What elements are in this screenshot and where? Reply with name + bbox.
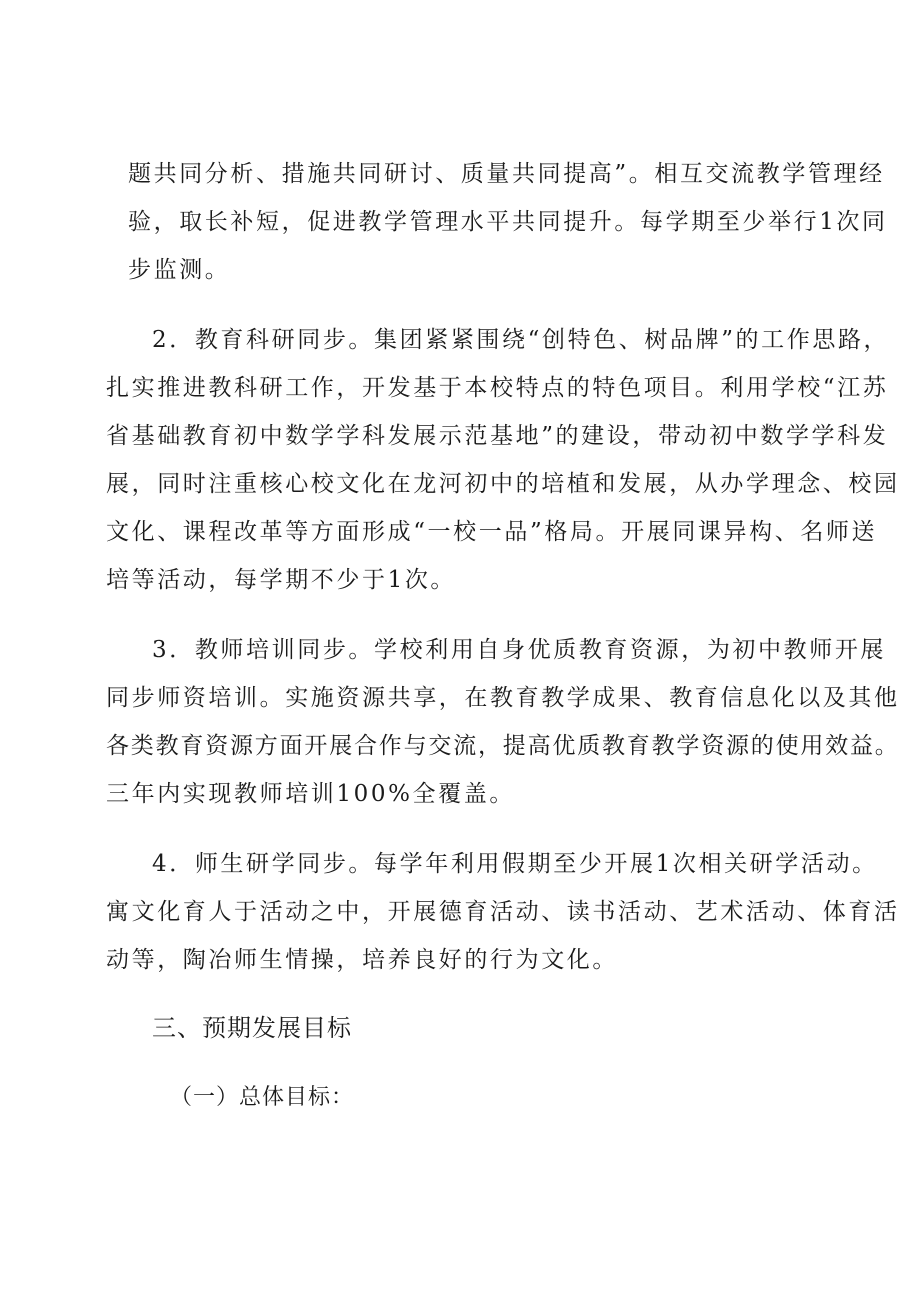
- paragraph-2-line-4: 展，同时注重核心校文化在龙河初中的培植和发展，从办学理念、校园: [106, 471, 900, 497]
- paragraph-2-line-3: 省基础教育初中数学学科发展示范基地”的建设，带动初中数学学科发: [106, 423, 889, 449]
- paragraph-2-line-1: 2．教育科研同步。集团紧紧围绕“创特色、树品牌”的工作思路，: [152, 327, 890, 353]
- paragraph-4-line-1: 4．师生研学同步。每学年利用假期至少开展1次相关研学活动。: [152, 851, 878, 877]
- paragraph-3-line-2: 同步师资培训。实施资源共享，在教育教学成果、教育信息化以及其他: [106, 685, 900, 711]
- paragraph-4-line-3: 动等，陶冶师生情操，培养良好的行为文化。: [106, 947, 618, 973]
- paragraph-3-line-3: 各类教育资源方面开展合作与交流，提高优质教育教学资源的使用效益。: [106, 733, 900, 759]
- paragraph-1-line-3: 步监测。: [128, 257, 231, 283]
- section-heading: 三、预期发展目标: [152, 1014, 352, 1042]
- paragraph-3-line-4: 三年内实现教师培训100%全覆盖。: [106, 781, 515, 807]
- paragraph-4-line-2: 寓文化育人于活动之中，开展德育活动、读书活动、艺术活动、体育活: [106, 899, 900, 925]
- paragraph-2-line-5: 文化、课程改革等方面形成“一校一品”格局。开展同课异构、名师送: [106, 519, 878, 545]
- paragraph-1-line-1: 题共同分析、措施共同研讨、质量共同提高”。相互交流教学管理经: [128, 161, 885, 187]
- paragraph-1-line-2: 验，取长补短，促进教学管理水平共同提升。每学期至少举行1次同: [128, 209, 888, 235]
- paragraph-2-line-2: 扎实推进教科研工作，开发基于本校特点的特色项目。利用学校“江苏: [106, 375, 889, 401]
- paragraph-3-line-1: 3．教师培训同步。学校利用自身优质教育资源，为初中教师开展: [152, 637, 887, 663]
- paragraph-2-line-6: 培等活动，每学期不少于1次。: [106, 567, 457, 593]
- sub-heading: （一）总体目标：: [170, 1085, 355, 1110]
